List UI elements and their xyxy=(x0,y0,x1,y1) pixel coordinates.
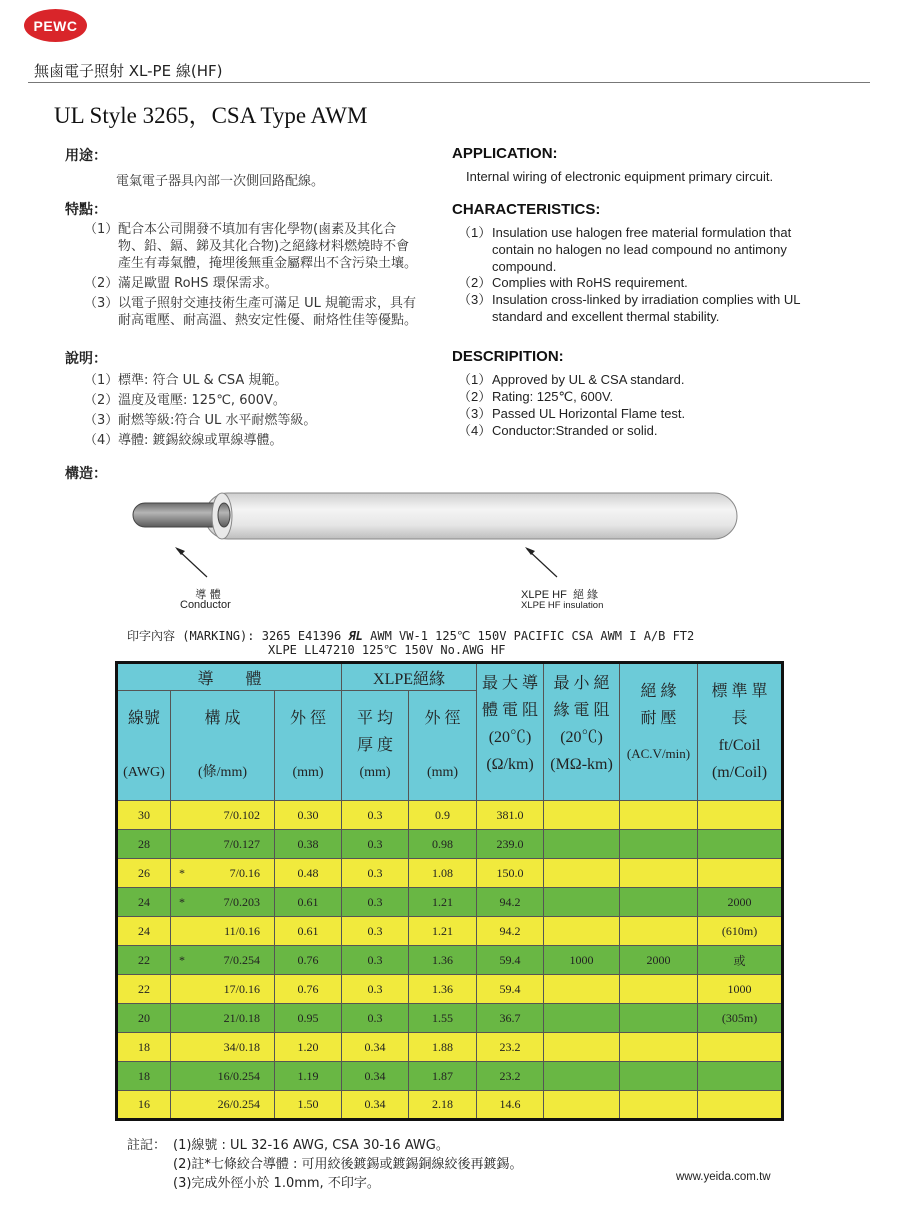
page-title: UL Style 3265，CSA Type AWM xyxy=(54,103,368,128)
cell-ins-resistance xyxy=(544,1062,620,1091)
feature-line: 滿足歐盟 RoHS 環保需求。 xyxy=(118,276,278,291)
cell-construction xyxy=(171,801,275,830)
characteristic-num: （1） xyxy=(458,225,492,240)
cell-length: (610m) xyxy=(698,917,783,946)
cell-ins-od: 1.08 xyxy=(409,859,477,888)
gauge-title: 線號 xyxy=(127,709,160,727)
cell-awg: 30 xyxy=(117,801,171,830)
description-num: （3） xyxy=(458,406,492,421)
table-row xyxy=(117,975,783,1004)
feature-line: 以電子照射交連技術生產可滿足 UL 規範需求，具有 xyxy=(118,296,417,311)
cell-construction xyxy=(171,946,275,975)
ul-mark-icon: ЯL xyxy=(348,629,363,643)
standard-length-unit: (m/Coil) xyxy=(711,764,768,781)
features-heading: 特點： xyxy=(65,202,107,218)
usage-text: 電氣電子器具內部一次側回路配線。 xyxy=(116,174,325,189)
cell-length xyxy=(698,859,783,888)
table-row xyxy=(117,946,783,975)
insulation-label-cn: XLPE HF 絕 緣 xyxy=(521,589,599,601)
feature-line: 耐高電壓、耐高溫、熱安定性優、耐烙性佳等優點。 xyxy=(118,313,418,328)
note-line: (3)完成外徑小於 1.0mm, 不印字。 xyxy=(173,1176,380,1191)
cell-construction-value: 21/0.18 xyxy=(223,1010,260,1025)
description-text: Conductor:Stranded or solid. xyxy=(492,423,658,438)
cell-ins-resistance xyxy=(544,859,620,888)
cell-star: * xyxy=(179,865,185,880)
cell-length xyxy=(698,1033,783,1062)
thickness-unit: (mm) xyxy=(359,765,391,780)
cell-thickness: 0.3 xyxy=(342,917,409,946)
product-category: 無鹵電子照射 XL-PE 線(HF) xyxy=(34,62,223,80)
cell-thickness: 0.34 xyxy=(342,1091,409,1120)
cell-awg: 22 xyxy=(117,946,171,975)
cell-ins-resistance xyxy=(544,1004,620,1033)
cell-construction xyxy=(171,830,275,859)
cell-withstand xyxy=(620,975,698,1004)
max-resistance-title: 最 大 導 體 電 阻 (20℃) xyxy=(482,675,539,746)
construction-title: 構 成 xyxy=(204,709,241,727)
characteristic-num: （3） xyxy=(458,292,492,307)
explanation-text: 導體: 鍍錫絞線或單線導體。 xyxy=(118,433,283,448)
application-text: Internal wiring of electronic equipment primary circuit. xyxy=(466,169,774,184)
cable-jacket xyxy=(205,493,737,539)
explanation-text: 耐燃等級:符合 UL 水平耐燃等級。 xyxy=(118,413,317,428)
ins-od-title: 外 徑 xyxy=(424,709,461,727)
explanation-item-1 xyxy=(84,372,287,389)
cell-od: 0.30 xyxy=(275,801,342,830)
explanation-num: （1） xyxy=(84,373,119,388)
cell-ins-od: 1.36 xyxy=(409,946,477,975)
cell-ins-resistance xyxy=(544,917,620,946)
cell-awg: 18 xyxy=(117,1062,171,1091)
cell-awg: 28 xyxy=(117,830,171,859)
cell-construction-value: 7/0.16 xyxy=(229,865,260,880)
website-url: www.yeida.com.tw xyxy=(676,1171,771,1183)
cell-thickness: 0.3 xyxy=(342,830,409,859)
spec-table-body xyxy=(117,801,783,1120)
group-insulation-header: XLPE絕緣 xyxy=(342,663,477,691)
cell-ins-od: 1.21 xyxy=(409,888,477,917)
characteristic-line: Insulation cross-linked by irradiation complies with UL xyxy=(492,292,801,307)
table-row xyxy=(117,801,783,830)
cell-resistance: 381.0 xyxy=(477,801,544,830)
description-text: Rating: 125℃, 600V. xyxy=(492,389,614,404)
cell-thickness: 0.3 xyxy=(342,1004,409,1033)
cell-ins-od: 0.98 xyxy=(409,830,477,859)
conductor-stub xyxy=(218,503,230,527)
cell-withstand xyxy=(620,830,698,859)
note-line: (2)註*七條絞合導體 : 可用絞後鍍錫或鍍錫銅線絞後再鍍錫。 xyxy=(173,1157,523,1172)
cell-construction xyxy=(171,975,275,1004)
cell-ins-resistance: 1000 xyxy=(544,946,620,975)
gauge-unit: (AWG) xyxy=(123,764,165,780)
insulation-arrowhead xyxy=(525,547,535,555)
description-text: Passed UL Horizontal Flame test. xyxy=(492,406,686,421)
cell-od: 1.20 xyxy=(275,1033,342,1062)
max-resistance-unit: (Ω/km) xyxy=(486,756,534,773)
cell-length: 2000 xyxy=(698,888,783,917)
feature-num: （2） xyxy=(84,276,119,291)
cell-withstand xyxy=(620,859,698,888)
cell-awg: 20 xyxy=(117,1004,171,1033)
cell-resistance: 23.2 xyxy=(477,1062,544,1091)
cell-withstand xyxy=(620,801,698,830)
gauge-header xyxy=(117,691,171,801)
cell-length xyxy=(698,1062,783,1091)
cell-resistance: 239.0 xyxy=(477,830,544,859)
ins-od-header xyxy=(409,691,477,801)
cell-thickness: 0.34 xyxy=(342,1033,409,1062)
cell-construction-value: 11/0.16 xyxy=(224,923,260,938)
table-row xyxy=(117,1091,783,1120)
feature-num: （3） xyxy=(84,296,119,311)
characteristic-num: （2） xyxy=(458,275,492,290)
explanation-num: （2） xyxy=(84,393,119,408)
notes-label: 註記： xyxy=(127,1138,167,1153)
cable-diagram xyxy=(125,485,745,585)
cell-awg: 22 xyxy=(117,975,171,1004)
cell-star: * xyxy=(179,952,185,967)
cell-withstand xyxy=(620,1091,698,1120)
characteristic-item-1 xyxy=(458,224,791,275)
feature-num: （1） xyxy=(84,222,119,237)
cell-od: 0.76 xyxy=(275,975,342,1004)
max-resistance-header xyxy=(477,663,544,801)
cell-withstand xyxy=(620,917,698,946)
cell-star: * xyxy=(179,894,185,909)
characteristic-line: contain no halogen no lead compound no antimony xyxy=(492,242,787,257)
withstand-header xyxy=(620,663,698,801)
cell-resistance: 150.0 xyxy=(477,859,544,888)
feature-line: 配合本公司開發不填加有害化學物(鹵素及其化合 xyxy=(118,222,397,237)
explanation-num: （4） xyxy=(84,433,119,448)
cell-construction-value: 7/0.127 xyxy=(223,836,260,851)
cell-ins-resistance xyxy=(544,830,620,859)
marking-label: 印字內容 (MARKING): xyxy=(127,629,255,643)
cell-construction xyxy=(171,888,275,917)
cell-thickness: 0.3 xyxy=(342,946,409,975)
min-ins-resistance-header xyxy=(544,663,620,801)
explanation-num: （3） xyxy=(84,413,119,428)
table-row xyxy=(117,888,783,917)
cell-construction-value: 26/0.254 xyxy=(217,1097,260,1111)
description-num: （1） xyxy=(458,372,492,387)
characteristic-item-3 xyxy=(458,291,801,325)
table-row xyxy=(117,1062,783,1091)
cell-length xyxy=(698,830,783,859)
cell-construction xyxy=(171,917,275,946)
insulation-label-en: XLPE HF insulation xyxy=(521,600,604,611)
description-item-1 xyxy=(458,371,684,388)
cell-withstand xyxy=(620,888,698,917)
explanation-item-4 xyxy=(84,432,283,449)
description-item-2 xyxy=(458,388,613,405)
cell-od: 0.95 xyxy=(275,1004,342,1033)
min-ins-resistance-title: 最 小 絕 緣 電 阻 (20℃) xyxy=(553,675,610,746)
construction-unit: (條/mm) xyxy=(198,764,247,780)
cell-resistance: 23.2 xyxy=(477,1033,544,1062)
conductor-label-cn: 導 體 xyxy=(195,588,221,601)
marking-code: 3265 E41396 xyxy=(261,629,342,643)
cell-construction xyxy=(171,1091,275,1120)
cell-resistance: 36.7 xyxy=(477,1004,544,1033)
table-row xyxy=(117,917,783,946)
marking-line-2: XLPE LL47210 125℃ 150V No.AWG HF xyxy=(268,643,506,657)
structure-heading: 構造： xyxy=(65,466,107,482)
cell-resistance: 94.2 xyxy=(477,888,544,917)
cell-ins-od: 1.87 xyxy=(409,1062,477,1091)
cell-resistance: 59.4 xyxy=(477,975,544,1004)
cell-ins-resistance xyxy=(544,801,620,830)
ins-od-unit: (mm) xyxy=(426,764,459,780)
marking-line-1 xyxy=(127,627,694,644)
spec-table xyxy=(115,661,784,1121)
cell-ins-resistance xyxy=(544,1033,620,1062)
cell-construction-value: 17/0.16 xyxy=(223,981,260,996)
cell-od: 0.48 xyxy=(275,859,342,888)
characteristic-item-2 xyxy=(458,274,688,291)
cell-construction-value: 7/0.254 xyxy=(223,952,260,967)
cell-thickness: 0.3 xyxy=(342,975,409,1004)
feature-line: 物、鉛、鎘、銻及其化合物)之絕緣材料燃燒時不會 xyxy=(118,239,410,254)
od-title: 外 徑 xyxy=(290,709,327,727)
characteristics-heading: CHARACTERISTICS: xyxy=(452,201,601,218)
cell-withstand xyxy=(620,1062,698,1091)
cell-ins-od: 1.55 xyxy=(409,1004,477,1033)
cell-construction xyxy=(171,1033,275,1062)
min-ins-resistance-unit: (MΩ-km) xyxy=(550,756,613,773)
explanation-item-3 xyxy=(84,412,316,429)
cell-construction-value: 34/0.18 xyxy=(223,1039,260,1054)
cell-ins-od: 1.21 xyxy=(409,917,477,946)
description-heading: DESCRIPITION: xyxy=(452,348,564,365)
table-row xyxy=(117,1004,783,1033)
description-num: （4） xyxy=(458,423,492,438)
characteristic-line: compound. xyxy=(492,259,557,274)
cell-ins-od: 1.88 xyxy=(409,1033,477,1062)
cell-resistance: 14.6 xyxy=(477,1091,544,1120)
cell-length: 或 xyxy=(698,946,783,975)
conductor-arrowhead xyxy=(175,547,185,555)
cell-od: 0.38 xyxy=(275,830,342,859)
od-header xyxy=(275,691,342,801)
cell-resistance: 59.4 xyxy=(477,946,544,975)
explanation-heading: 說明： xyxy=(65,351,107,367)
marking-spec: AWM VW-1 125℃ 150V PACIFIC CSA AWM I A/B FT2 xyxy=(370,629,695,643)
cell-withstand: 2000 xyxy=(620,946,698,975)
withstand-title: 絕 緣 耐 壓 xyxy=(640,683,677,727)
cell-thickness: 0.3 xyxy=(342,888,409,917)
cell-awg: 24 xyxy=(117,917,171,946)
cell-withstand xyxy=(620,1004,698,1033)
description-item-4 xyxy=(458,422,657,439)
characteristic-line: standard and excellent thermal stability. xyxy=(492,309,720,324)
table-row xyxy=(117,1033,783,1062)
description-item-3 xyxy=(458,405,685,422)
conductor-label-en: Conductor xyxy=(180,599,231,611)
cell-od: 0.76 xyxy=(275,946,342,975)
cell-thickness: 0.3 xyxy=(342,801,409,830)
feature-item-2 xyxy=(84,275,278,292)
standard-length-header xyxy=(698,663,783,801)
description-text: Approved by UL & CSA standard. xyxy=(492,372,685,387)
cell-awg: 18 xyxy=(117,1033,171,1062)
od-unit: (mm) xyxy=(292,764,324,780)
description-num: （2） xyxy=(458,389,492,404)
cell-thickness: 0.34 xyxy=(342,1062,409,1091)
characteristic-line: Complies with RoHS requirement. xyxy=(492,275,688,290)
cell-resistance: 94.2 xyxy=(477,917,544,946)
feature-item-3 xyxy=(84,295,417,329)
explanation-item-2 xyxy=(84,392,286,409)
pewc-logo: PEWC xyxy=(24,9,87,42)
explanation-text: 標準: 符合 UL & CSA 規範。 xyxy=(118,373,288,388)
cell-ins-resistance xyxy=(544,1091,620,1120)
notes xyxy=(127,1136,523,1193)
cell-awg: 26 xyxy=(117,859,171,888)
note-line: (1)線號 : UL 32-16 AWG, CSA 30-16 AWG。 xyxy=(173,1138,449,1153)
cell-construction-value: 7/0.203 xyxy=(223,894,260,909)
cell-od: 0.61 xyxy=(275,888,342,917)
cell-ins-resistance xyxy=(544,888,620,917)
explanation-text: 溫度及電壓: 125℃, 600V。 xyxy=(118,393,286,408)
construction-header xyxy=(171,691,275,801)
group-conductor-header: 導 體 xyxy=(117,663,342,691)
cell-awg: 16 xyxy=(117,1091,171,1120)
cell-ins-resistance xyxy=(544,975,620,1004)
cell-ins-od: 1.36 xyxy=(409,975,477,1004)
thickness-header xyxy=(342,691,409,801)
cell-construction-value: 16/0.254 xyxy=(217,1068,260,1083)
application-heading: APPLICATION: xyxy=(452,145,558,162)
usage-heading: 用途： xyxy=(65,148,107,164)
cell-construction xyxy=(171,1004,275,1033)
cell-withstand xyxy=(620,1033,698,1062)
cell-length: (305m) xyxy=(698,1004,783,1033)
table-row xyxy=(117,830,783,859)
feature-item-1 xyxy=(84,221,417,272)
cell-awg: 24 xyxy=(117,888,171,917)
cell-od: 1.50 xyxy=(275,1091,342,1120)
thickness-title: 平 均 厚 度 xyxy=(357,710,394,754)
feature-line: 產生有毒氣體，掩埋後無重金屬釋出不含污染土壤。 xyxy=(118,256,418,271)
table-row xyxy=(117,859,783,888)
cell-construction-value: 7/0.102 xyxy=(223,807,260,822)
cell-length: 1000 xyxy=(698,975,783,1004)
standard-length-title: 標 準 單 長 ft/Coil xyxy=(711,683,768,754)
cell-construction xyxy=(171,1062,275,1091)
cell-od: 0.61 xyxy=(275,917,342,946)
cell-od: 1.19 xyxy=(275,1062,342,1091)
cell-ins-od: 2.18 xyxy=(409,1091,477,1120)
cell-length xyxy=(698,1091,783,1120)
cell-length xyxy=(698,801,783,830)
withstand-unit: (AC.V/min) xyxy=(626,746,691,761)
cell-construction xyxy=(171,859,275,888)
cell-ins-od: 0.9 xyxy=(409,801,477,830)
header-divider xyxy=(28,82,870,83)
cell-thickness: 0.3 xyxy=(342,859,409,888)
characteristic-line: Insulation use halogen free material formulation that xyxy=(492,225,792,240)
